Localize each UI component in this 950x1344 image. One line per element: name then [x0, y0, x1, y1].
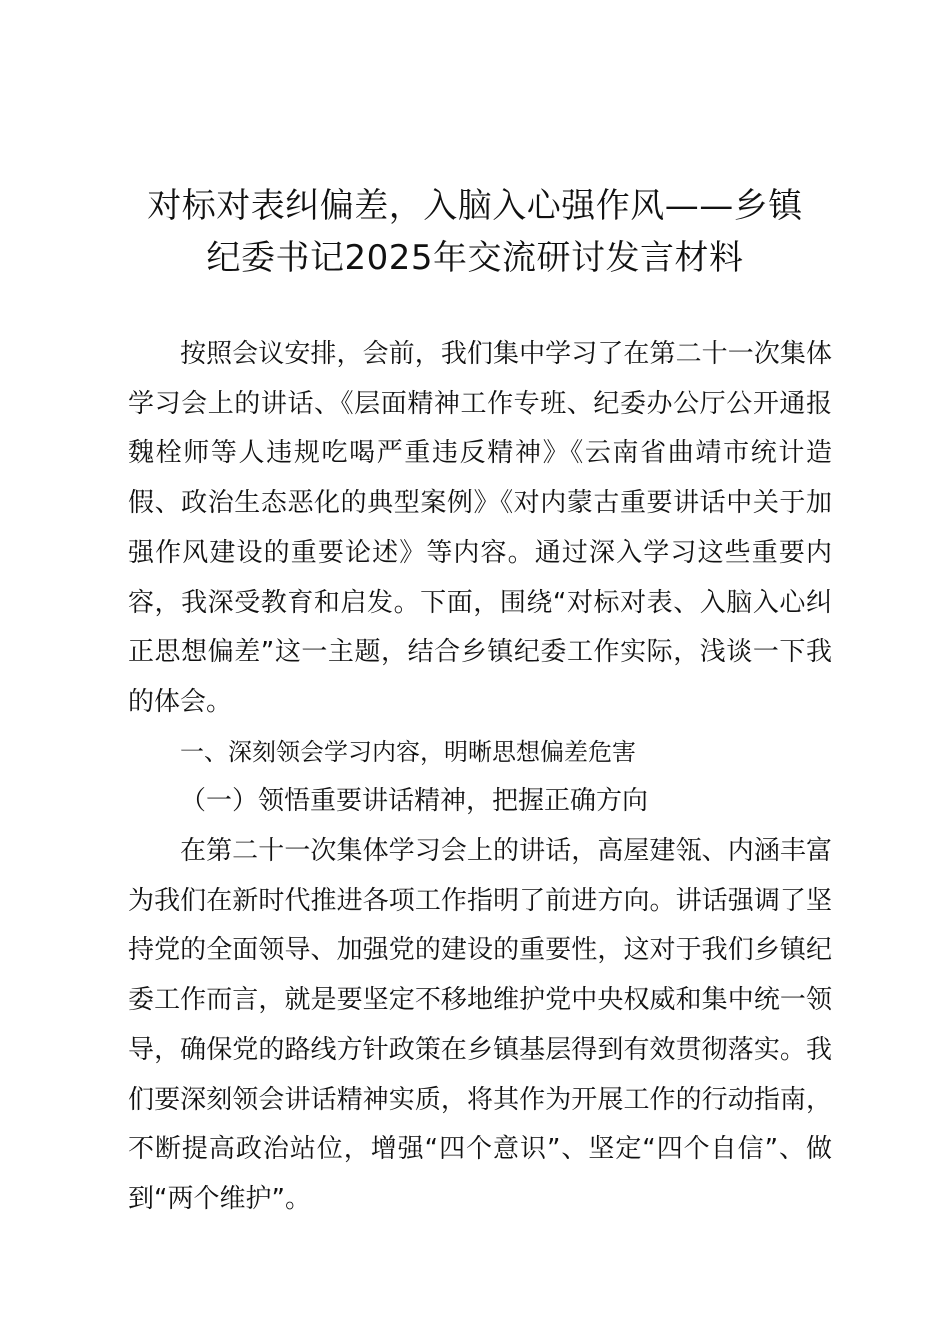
- title-line-2: 纪委书记2025年交流研讨发言材料: [206, 238, 744, 278]
- section-heading-1: 一、深刻领会学习内容，明晰思想偏差危害: [180, 737, 636, 766]
- subsection-heading-1: （一）领悟重要讲话精神，把握正确方向: [180, 786, 649, 817]
- subsection-paragraph-1: 在第二十一次集体学习会上的讲话，高屋建瓴、内涵丰富为我们在新时代推进各项工作指明了前进方向。讲话强调了坚持党的全面领导、加强党的建设的重要性，这对于我们乡镇纪委工作而言，就是要坚定不移地维护党中央权威和集中统一领导，确保党的路线方针政策在乡镇基层得到有效贯彻落实。我们要深刻领会讲话精神实质，将其作为开展工作的行动指南，不断提高政治站位，增强“四个意识”、坚定“四个自信”、做到“两个维护”。: [128, 836, 832, 1214]
- document-body: [128, 330, 832, 1225]
- title-line-1: 对标对表纠偏差，入脑入心强作风——乡镇: [147, 186, 803, 226]
- document-title: [110, 180, 840, 284]
- intro-paragraph: 按照会议安排，会前，我们集中学习了在第二十一次集体学习会上的讲话、《层面精神工作专班、纪委办公厅公开通报魏栓师等人违规吃喝严重违反精神》《云南省曲靖市统计造假、政治生态恶化的典型案例》《对内蒙古重要讲话中关于加强作风建设的重要论述》等内容。通过深入学习这些重要内容，我深受教育和启发。下面，围绕“对标对表、入脑入心纠正思想偏差”这一主题，结合乡镇纪委工作实际，浅谈一下我的体会。: [128, 339, 832, 717]
